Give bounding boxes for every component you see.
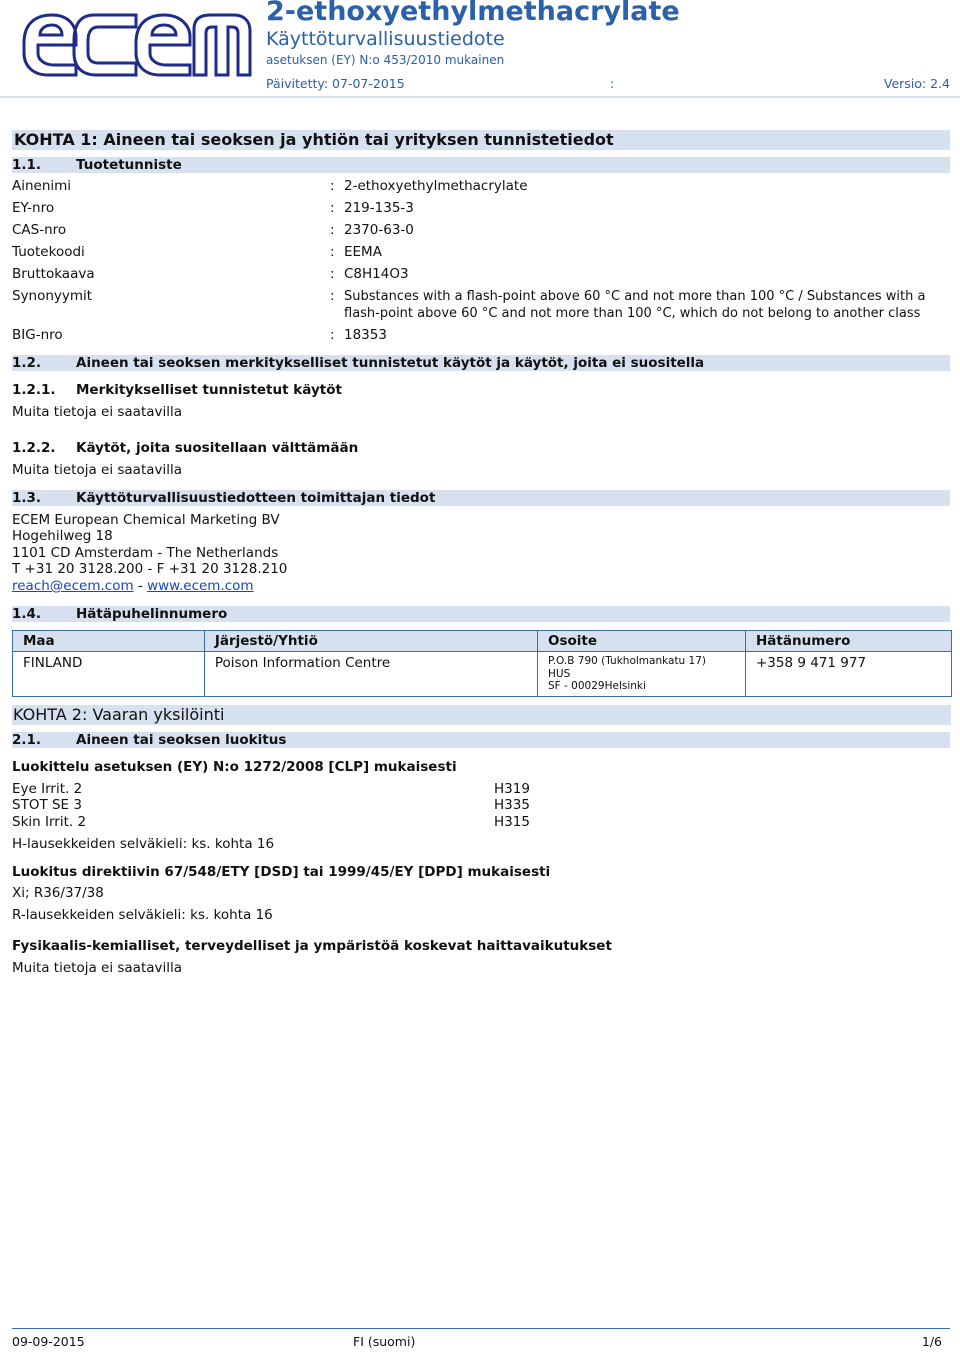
clp-class: Eye Irrit. 2 [12,781,83,797]
footer-date: 09-09-2015 [12,1334,85,1349]
field-value: 18353 [344,327,387,343]
subsection-title: Käyttöturvallisuustiedotteen toimittajan tiedot [76,490,436,506]
subsection-number: 1.2. [12,355,42,371]
field-value: EEMA [344,244,382,260]
info-text: Muita tietoja ei saatavilla [12,960,183,976]
country-cell: FINLAND [13,652,205,697]
field-colon: : [330,327,335,343]
supplier-phone: T +31 20 3128.200 - F +31 20 3128.210 [12,561,288,577]
subsection-title: Aineen tai seoksen luokitus [76,732,287,748]
adverse-effects-title: Fysikaalis-kemialliset, terveydelliset ja ympäristöä koskevat haittavaikutukset [12,938,612,954]
info-text: Muita tietoja ei saatavilla [12,462,183,478]
header-meta [266,76,950,91]
field-label: Tuotekoodi [12,244,85,260]
field-label: Bruttokaava [12,266,95,282]
phone-cell: +358 9 471 977 [746,652,952,697]
field-label: Synonyymit [12,288,93,304]
r-statement-note: R-lausekkeiden selväkieli: ks. kohta 16 [12,907,273,923]
table-header-row [13,631,952,652]
subsection-title: Käytöt, joita suositellaan välttämään [76,440,359,456]
supplier-city: 1101 CD Amsterdam - The Netherlands [12,545,279,561]
dsd-title: Luokitus direktiivin 67/548/ETY [DSD] tai 1999/45/EY [DPD] mukaisesti [12,864,551,880]
column-header: Hätänumero [746,631,952,652]
footer-divider [12,1328,950,1329]
emergency-table [12,630,952,697]
hazard-code: H335 [494,797,530,813]
field-label: CAS-nro [12,222,67,238]
subsection-title: Tuotetunniste [76,157,182,173]
column-header: Maa [13,631,205,652]
section-2-title: KOHTA 2: Vaaran yksilöinti [12,705,951,725]
subsection-1-4 [12,606,950,622]
field-label: Ainenimi [12,178,72,194]
field-colon: : [330,222,335,238]
field-label: BIG-nro [12,327,63,343]
address-line: SF - 00029Helsinki [548,680,646,692]
field-value: 2370-63-0 [344,222,414,238]
subsection-number: 1.1. [12,157,42,173]
field-colon: : [330,244,335,260]
subsection-1-2 [12,355,950,371]
subsection-2-1 [12,732,950,748]
address-line: P.O.B 790 (Tukholmankatu 17) [548,655,707,667]
hazard-code: H315 [494,814,530,830]
page-number: 1/6 [921,1334,942,1349]
field-value: 219-135-3 [344,200,414,216]
subsection-number: 1.4. [12,606,42,622]
field-colon: : [330,266,335,282]
subsection-1-3 [12,490,950,506]
section-1-title: KOHTA 1: Aineen tai seoksen ja yhtiön tai yrityksen tunnistetiedot [12,130,950,150]
footer-language: FI (suomi) [353,1334,416,1349]
address-line: HUS [548,667,571,680]
supplier-name: ECEM European Chemical Marketing BV [12,512,280,528]
subsection-number: 2.1. [12,732,42,748]
email-link[interactable]: reach@ecem.com [12,578,134,594]
subsection-1-1 [12,157,950,173]
subsection-title: Aineen tai seoksen merkitykselliset tunnistetut käytöt ja käytöt, joita ei suositella [76,355,705,371]
clp-title: Luokittelu asetuksen (EY) N:o 1272/2008 [CLP] mukaisesti [12,759,457,775]
updated-date: Päivitetty: 07-07-2015 [266,76,405,91]
h-statement-note: H-lausekkeiden selväkieli: ks. kohta 16 [12,836,275,852]
document-title: 2-ethoxyethylmethacrylate [266,0,680,27]
field-label: EY-nro [12,200,55,216]
organization-cell: Poison Information Centre [204,652,537,697]
document-subtitle: Käyttöturvallisuustiedote [266,28,505,50]
subsection-title: Hätäpuhelinnumero [76,606,228,622]
version: Versio: 2.4 [883,76,950,91]
subsection-number: 1.2.2. [12,440,56,456]
subsection-title: Merkitykselliset tunnistetut käytöt [76,382,342,398]
supplier-contacts [12,578,254,595]
field-value: 2-ethoxyethylmethacrylate [344,178,528,194]
info-text: Muita tietoja ei saatavilla [12,404,183,420]
synonyms-value: Substances with a flash-point above 60 °C and not more than 100 °C / Substances with a flash-point above 60 °C and not more than 100 °C, which do not belong to another class [344,289,926,321]
supplier-street: Hogehilweg 18 [12,528,113,544]
link-separator: - [133,578,148,594]
ecem-logo [18,9,254,81]
dsd-value: Xi; R36/37/38 [12,885,104,901]
field-value: C8H14O3 [344,266,409,282]
field-colon: : [330,178,335,194]
column-header: Järjestö/Yhtiö [204,631,537,652]
field-colon: : [330,288,335,304]
website-link[interactable]: www.ecem.com [147,578,254,594]
address-cell [538,652,746,697]
column-header: Osoite [538,631,746,652]
header-divider [0,96,960,98]
hazard-code: H319 [494,781,530,797]
clp-class: Skin Irrit. 2 [12,814,87,830]
subsection-number: 1.3. [12,490,42,506]
field-colon: : [330,200,335,216]
regulation-line: asetuksen (EY) N:o 453/2010 mukainen [266,53,505,67]
clp-class: STOT SE 3 [12,797,82,813]
subsection-number: 1.2.1. [12,382,56,398]
header-separator: : [610,76,615,91]
table-row [13,652,952,697]
